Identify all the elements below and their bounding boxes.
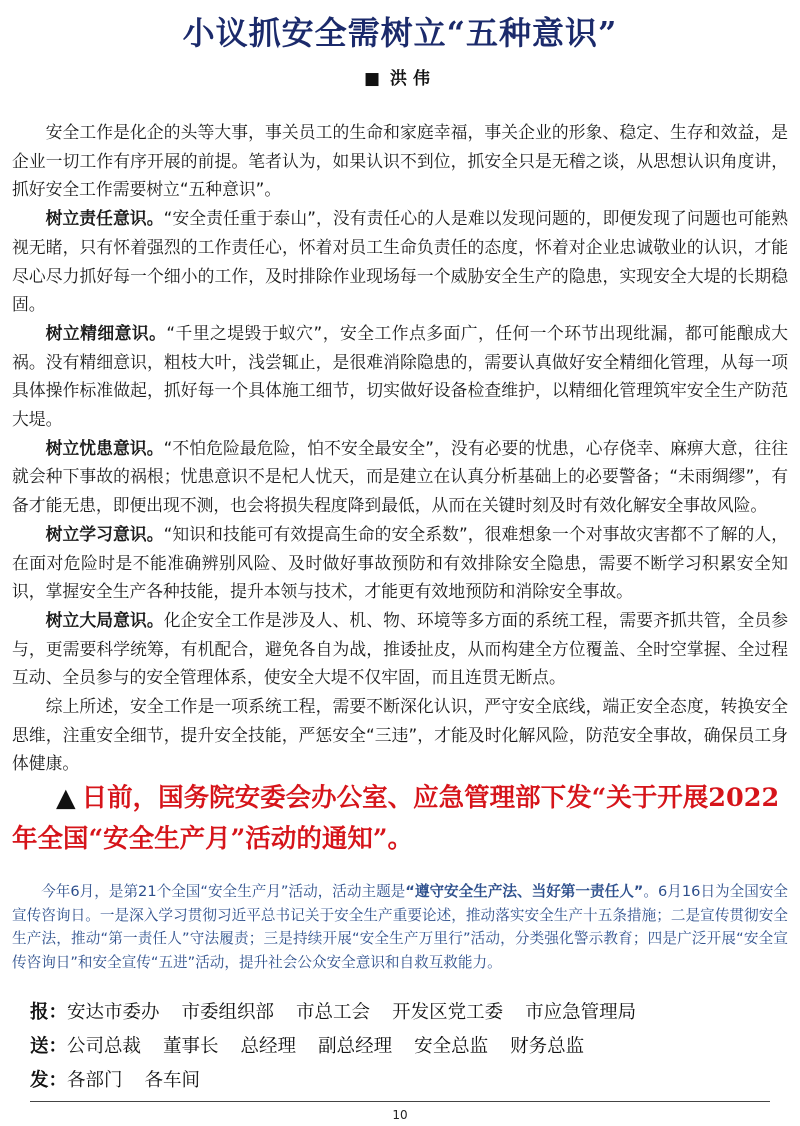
section-heading: 树立责任意识。 [45,208,164,229]
author-name: 洪伟 [390,69,437,89]
report-label: 报： [30,1002,68,1023]
news-body-text: 。6月16日为全国安全宣传咨询日。一是深入学习贯彻习近平总书记关于安全生产重要论述，推动落实安全生产十五条措施；二是宣传贯彻安全生产法，推动“第一责任人”守法履责；三是持续开展“安全生产万里行”活动，分类强化警示教育；四是广泛开展“安全宣传咨询日”和安全宣传“五进”活动，提升社会公众安全意识和自救互救能力。 [12,883,789,971]
news-body [12,880,788,974]
section-text: “知识和技能可有效提高生命的安全系数”，很难想象一个对事故灾害都不了解的人，在面对危险时是不能准确辨别风险、及时做好事故预防和有效排除安全隐患，需要不断学习积累安全知识，掌握安全生产各种技能，提升本领与技术，才能更有效地预防和消除安全事故。 [12,523,788,602]
recipient: 市总工会 [296,1002,371,1023]
section-text: “不怕危险最危险，怕不安全最安全”，没有必要的忧患，心存侥幸、麻痹大意，往往就会种下事故的祸根；忧患意识不是杞人忧天，而是建立在认真分析基础上的必要警备；“未雨绸缪”，有备才能无患，即便出现不测，也会将损失程度降到最低，从而在关键时刻及时有效化解安全事故风险。 [12,437,788,516]
recipient: 各部门 [67,1070,123,1091]
recipient: 董事长 [163,1036,219,1057]
recipient: 总经理 [240,1036,297,1057]
author-square-icon: ■ [363,69,381,89]
section-text: “千里之堤毁于蚁穴”，安全工作点多面广，任何一个环节出现纰漏，都可能酿成大祸。没有精细意识，粗枝大叶，浅尝辄止，是很难消除隐患的，需要认真做好安全精细化管理，从每一项具体操作标准做起，抓好每一个具体施工细节，切实做好设备检查维护，以精细化管理筑牢安全生产防范大堤。 [12,322,788,430]
news-headline-text: 日前，国务院安委会办公室、应急管理部下发“关于开展2022年全国“安全生产月”活动的通知”。 [12,783,780,854]
distribution-list [30,996,790,1098]
send-row [30,1030,790,1064]
issue-row [30,1064,790,1098]
news-headline [12,778,792,860]
section-paragraph [12,520,788,606]
send-label: 送： [30,1036,68,1057]
recipient: 各车间 [144,1070,201,1091]
report-row [30,996,790,1030]
section-paragraph [12,434,788,520]
recipient: 副总经理 [318,1036,393,1057]
intro-paragraph: 安全工作是化企的头等大事，事关员工的生命和家庭幸福，事关企业的形象、稳定、生存和效益，是企业一切工作有序开展的前提。笔者认为，如果认识不到位，抓安全只是无稽之谈，从思想认识角度讲，抓好安全工作需要树立“五种意识”。 [12,122,788,200]
section-paragraph [12,606,788,692]
section-heading: 树立大局意识。 [45,609,164,630]
recipient: 安达市委办 [67,1002,160,1023]
issue-label: 发： [30,1070,68,1091]
recipient: 市委组织部 [181,1002,275,1023]
article-title: 小议抓安全需树立“五种意识” [182,14,618,52]
section-paragraph [12,319,788,434]
section-text: “安全责任重于泰山”，没有责任心的人是难以发现问题的，即便发现了问题也可能熟视无睹，只有怀着强烈的工作责任心，怀着对员工生命负责任的态度，怀着对企业忠诚敬业的认识，才能尽心尽力抓好每一个细小的工作，及时排除作业现场每一个威胁安全生产的隐患，实现安全大堤的长期稳固。 [12,208,788,315]
recipient: 财务总监 [510,1036,585,1057]
recipient: 市应急管理局 [525,1002,637,1023]
conclusion-paragraph: 综上所述，安全工作是一项系统工程，需要不断深化认识，严守安全底线，端正安全态度，转换安全思维，注重安全细节，提升安全技能，严惩安全“三违”，才能及时化解风险，防范安全事故，确保员工身体健康。 [12,696,788,774]
news-body-text: 今年6月，是第21个全国“安全生产月”活动，活动主题是 [41,883,406,900]
section-paragraph [12,204,788,319]
recipient: 公司总裁 [67,1036,142,1057]
section-text: 化企安全工作是涉及人、机、物、环境等多方面的系统工程，需要齐抓共管，全员参与，更需要科学统筹，有机配合，避免各自为战，推诿扯皮，从而构建全方位覆盖、全时空掌握、全过程互动、全员参与的安全管理体系，使安全大堤不仅牢固，而且连贯无断点。 [12,609,788,688]
section-heading: 树立忧患意识。 [45,437,164,458]
news-theme: “遵守安全生产法、当好第一责任人” [405,883,644,900]
section-heading: 树立精细意识。 [45,322,167,343]
recipient: 开发区党工委 [392,1002,504,1023]
section-heading: 树立学习意识。 [45,523,164,544]
triangle-icon: ▲ [56,783,76,813]
author-line [0,64,800,89]
page-number: 10 [392,1108,408,1122]
article-body [12,118,788,778]
footer-divider [30,1101,770,1102]
recipient: 安全总监 [414,1036,489,1057]
